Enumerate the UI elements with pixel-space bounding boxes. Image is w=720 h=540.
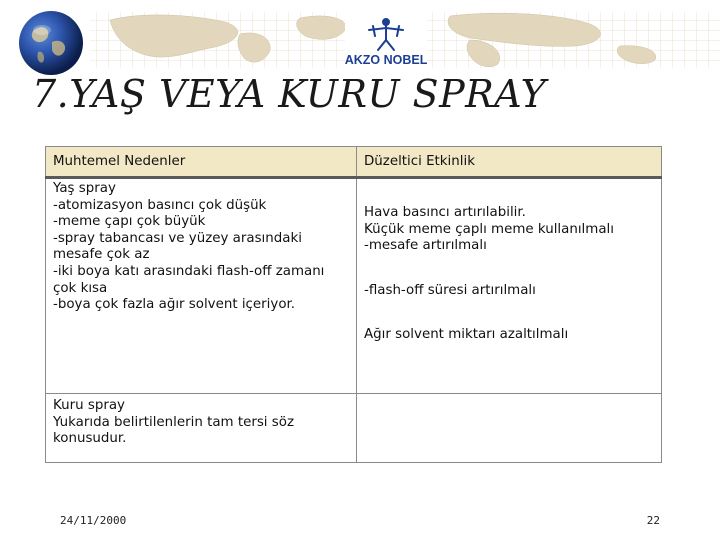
globe-icon xyxy=(16,8,86,78)
dry-causes-cell xyxy=(46,394,357,463)
dry-cause-item: Yukarıda belirtilenlerin tam tersi söz konusudur. xyxy=(53,414,294,447)
table-header-row xyxy=(46,147,662,178)
wet-cause-heading: Yaş spray xyxy=(53,181,116,196)
akzo-nobel-logo xyxy=(345,12,427,70)
wet-cause-item: -iki boya katı arasındaki flash-off zamanı çok kısa xyxy=(53,263,325,296)
causes-table xyxy=(45,146,662,463)
logo-text: AKZO NOBEL xyxy=(345,53,427,67)
slide-title: 7.YAŞ VEYA KURU SPRAY xyxy=(32,72,547,116)
page-number: 22 xyxy=(646,514,660,527)
header-causes: Muhtemel Nedenler xyxy=(46,147,357,178)
wet-action-item: Hava basıncı artırılabilir. xyxy=(364,205,526,220)
wet-action-item: Küçük meme çaplı meme kullanılmalı xyxy=(364,221,614,237)
table-row-dry-spray xyxy=(46,394,662,463)
table-row-wet-spray xyxy=(46,178,662,394)
wet-cause-item: -spray tabancası ve yüzey arasındaki mesafe çok az xyxy=(53,230,302,263)
wet-action-item: Ağır solvent miktarı azaltılmalı xyxy=(364,327,569,343)
wet-causes-cell xyxy=(46,178,357,394)
dry-cause-heading: Kuru spray xyxy=(53,398,125,413)
footer-date: 24/11/2000 xyxy=(60,514,127,527)
wet-actions-cell xyxy=(357,178,662,394)
header-actions: Düzeltici Etkinlik xyxy=(357,147,662,178)
wet-action-item: -flash-off süresi artırılmalı xyxy=(364,282,536,298)
wet-cause-item: -boya çok fazla ağır solvent içeriyor. xyxy=(53,297,296,313)
wet-cause-item: -atomizasyon basıncı çok düşük xyxy=(53,197,267,213)
dry-actions-cell xyxy=(357,394,662,463)
wet-cause-item: -meme çapı çok büyük xyxy=(53,214,206,230)
wet-action-item: -mesafe artırılmalı xyxy=(364,238,487,254)
